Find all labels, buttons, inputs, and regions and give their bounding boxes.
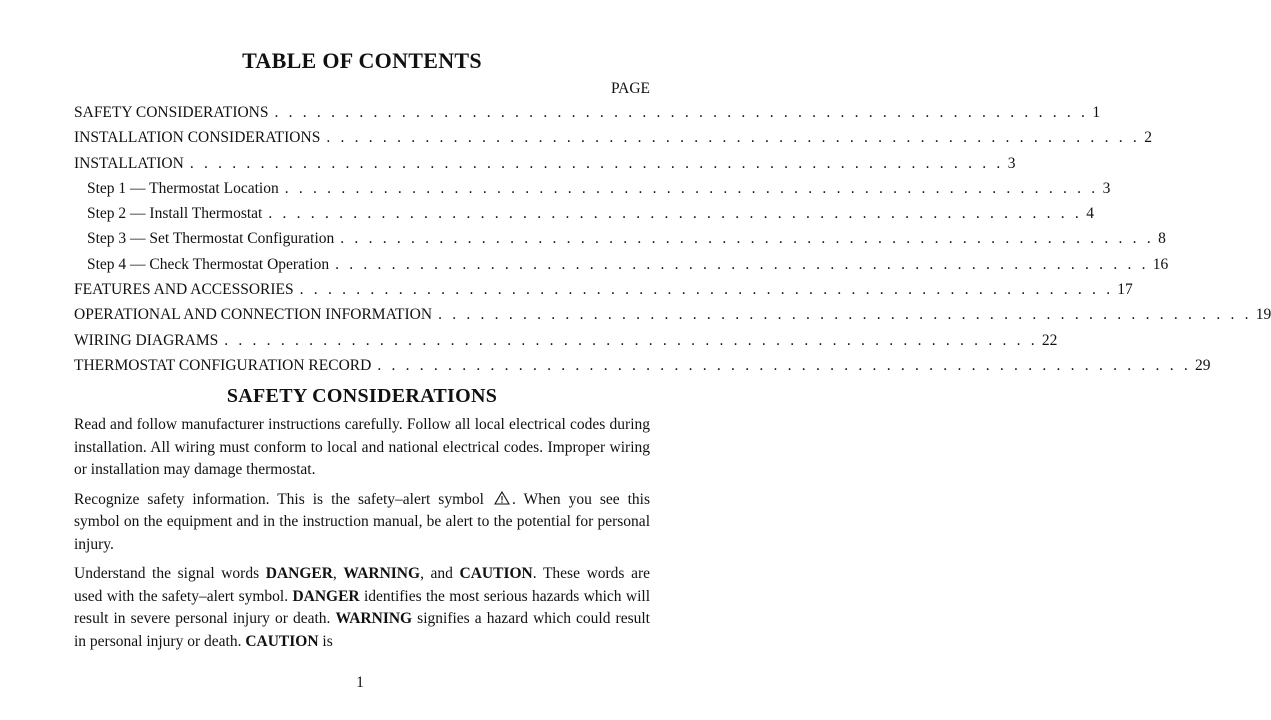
- toc-subentry[interactable]: [74, 201, 1094, 226]
- toc-leader: . . . . . . . . . . . . . . . . . . . . . . . . . . . . . . . . . . . . . . . . . . . . . . . . . . . . . . . . . .: [224, 331, 1038, 349]
- document-page: [74, 46, 1271, 660]
- toc-entry-page: 2: [1144, 129, 1152, 147]
- toc-entry-page: 4: [1086, 205, 1094, 223]
- toc-list: [74, 100, 1271, 378]
- toc-leader: . . . . . . . . . . . . . . . . . . . . . . . . . . . . . . . . . . . . . . . . . . . . . . . . . . . . . . . . . .: [299, 281, 1114, 299]
- toc-entry-page: 22: [1041, 331, 1058, 349]
- toc-entry-text: Step 3 — Set Thermostat Configuration: [87, 230, 335, 248]
- toc-entry-text: INSTALLATION: [74, 154, 184, 172]
- signal-word-caution: CAUTION: [245, 632, 319, 650]
- toc-entry[interactable]: [74, 353, 1211, 378]
- toc-subentry[interactable]: [74, 252, 1169, 277]
- toc-entry-text: Step 2 — Install Thermostat: [87, 205, 263, 223]
- text-run: , and: [420, 565, 460, 583]
- toc-entry[interactable]: [74, 277, 1133, 302]
- toc-entry[interactable]: [74, 151, 1016, 176]
- toc-entry-page: 16: [1152, 255, 1169, 273]
- toc-leader: . . . . . . . . . . . . . . . . . . . . . . . . . . . . . . . . . . . . . . . . . . . . . . . . . . . . . . . . . .: [284, 179, 1099, 197]
- text-run: ,: [332, 565, 344, 583]
- toc-entry-page: 1: [1092, 104, 1101, 121]
- safety-section-title: SAFETY CONSIDERATIONS: [226, 385, 498, 408]
- text-run: identifies the most serious hazards which will result in severe personal injury or death.: [74, 587, 651, 628]
- signal-word-danger: DANGER: [265, 565, 333, 583]
- signal-word-warning: WARNING: [343, 565, 421, 583]
- toc-entry-page: 17: [1117, 281, 1133, 299]
- toc-leader: . . . . . . . . . . . . . . . . . . . . . . . . . . . . . . . . . . . . . . . . . . . . . . . . . . . . . . . . . .: [340, 230, 1154, 248]
- toc-subentry[interactable]: [74, 226, 1166, 251]
- safety-paragraph-3: [74, 563, 650, 653]
- text-run: . These words are used with the safety–alert symbol.: [74, 565, 650, 605]
- toc-entry-text: SAFETY CONSIDERATIONS: [74, 104, 269, 121]
- text-run: signifies a hazard which could result in personal injury or death.: [74, 610, 650, 650]
- warning-triangle-icon: [494, 490, 510, 504]
- toc-entry[interactable]: [74, 302, 1271, 327]
- toc-leader: . . . . . . . . . . . . . . . . . . . . . . . . . . . . . . . . . . . . . . . . . . . . . . . . . . . . . . . . . .: [326, 129, 1140, 147]
- toc-leader: . . . . . . . . . . . . . . . . . . . . . . . . . . . . . . . . . . . . . . . . . . . . . . . . . . . . . . . . . .: [268, 205, 1082, 223]
- toc-entry-page: 3: [1007, 154, 1016, 172]
- toc-page-column-label: PAGE: [610, 80, 650, 97]
- toc-entry[interactable]: [74, 100, 1101, 125]
- toc-leader: . . . . . . . . . . . . . . . . . . . . . . . . . . . . . . . . . . . . . . . . . . . . . . . . . . . . . . . . . .: [189, 154, 1004, 172]
- toc-entry-text: WIRING DIAGRAMS: [74, 331, 219, 349]
- toc-entry-page: 3: [1102, 179, 1111, 197]
- signal-word-danger: DANGER: [292, 587, 360, 605]
- text-run: is: [318, 632, 333, 650]
- toc-leader: . . . . . . . . . . . . . . . . . . . . . . . . . . . . . . . . . . . . . . . . . . . . . . . . . . . . . . . . . .: [377, 356, 1191, 374]
- signal-word-caution: CAUTION: [459, 565, 533, 583]
- safety-paragraph-2-text-b: . When you see this symbol on the equipment and in the instruction manual, be alert to the potential for personal injury.: [74, 490, 651, 553]
- toc-entry-text: THERMOSTAT CONFIGURATION RECORD: [74, 356, 372, 374]
- toc-entry-text: INSTALLATION CONSIDERATIONS: [74, 129, 321, 147]
- safety-paragraph-2: [74, 489, 650, 557]
- toc-entry[interactable]: [74, 125, 1152, 150]
- toc-leader: . . . . . . . . . . . . . . . . . . . . . . . . . . . . . . . . . . . . . . . . . . . . . . . . . . . . . . . . . .: [274, 104, 1089, 121]
- toc-entry[interactable]: [74, 328, 1058, 353]
- safety-paragraph-2-text-a: Recognize safety information. This is the safety–alert symbol: [74, 490, 484, 508]
- text-run: Understand the signal words: [74, 565, 266, 583]
- toc-entry-page: 19: [1255, 306, 1271, 324]
- page-number: 1: [356, 674, 364, 691]
- toc-entry-page: 29: [1194, 356, 1211, 374]
- toc-entry-text: FEATURES AND ACCESSORIES: [74, 281, 294, 299]
- toc-entry-text: Step 4 — Check Thermostat Operation: [87, 255, 330, 273]
- toc-leader: . . . . . . . . . . . . . . . . . . . . . . . . . . . . . . . . . . . . . . . . . . . . . . . . . . . . . . . . . .: [335, 255, 1149, 273]
- toc-subentry[interactable]: [74, 176, 1111, 201]
- toc-leader: . . . . . . . . . . . . . . . . . . . . . . . . . . . . . . . . . . . . . . . . . . . . . . . . . . . . . . . . . .: [438, 306, 1252, 324]
- toc-entry-text: Step 1 — Thermostat Location: [87, 179, 279, 197]
- toc-entry-page: 8: [1158, 230, 1166, 248]
- toc-title: TABLE OF CONTENTS: [242, 48, 482, 73]
- toc-entry-text: OPERATIONAL AND CONNECTION INFORMATION: [74, 306, 433, 324]
- safety-paragraph-1: Read and follow manufacturer instructions carefully. Follow all local electrical codes during installation. All wiring must conform to local and national electrical codes. Improper wiring or installation may damage thermostat.: [74, 416, 650, 479]
- signal-word-warning: WARNING: [335, 610, 413, 628]
